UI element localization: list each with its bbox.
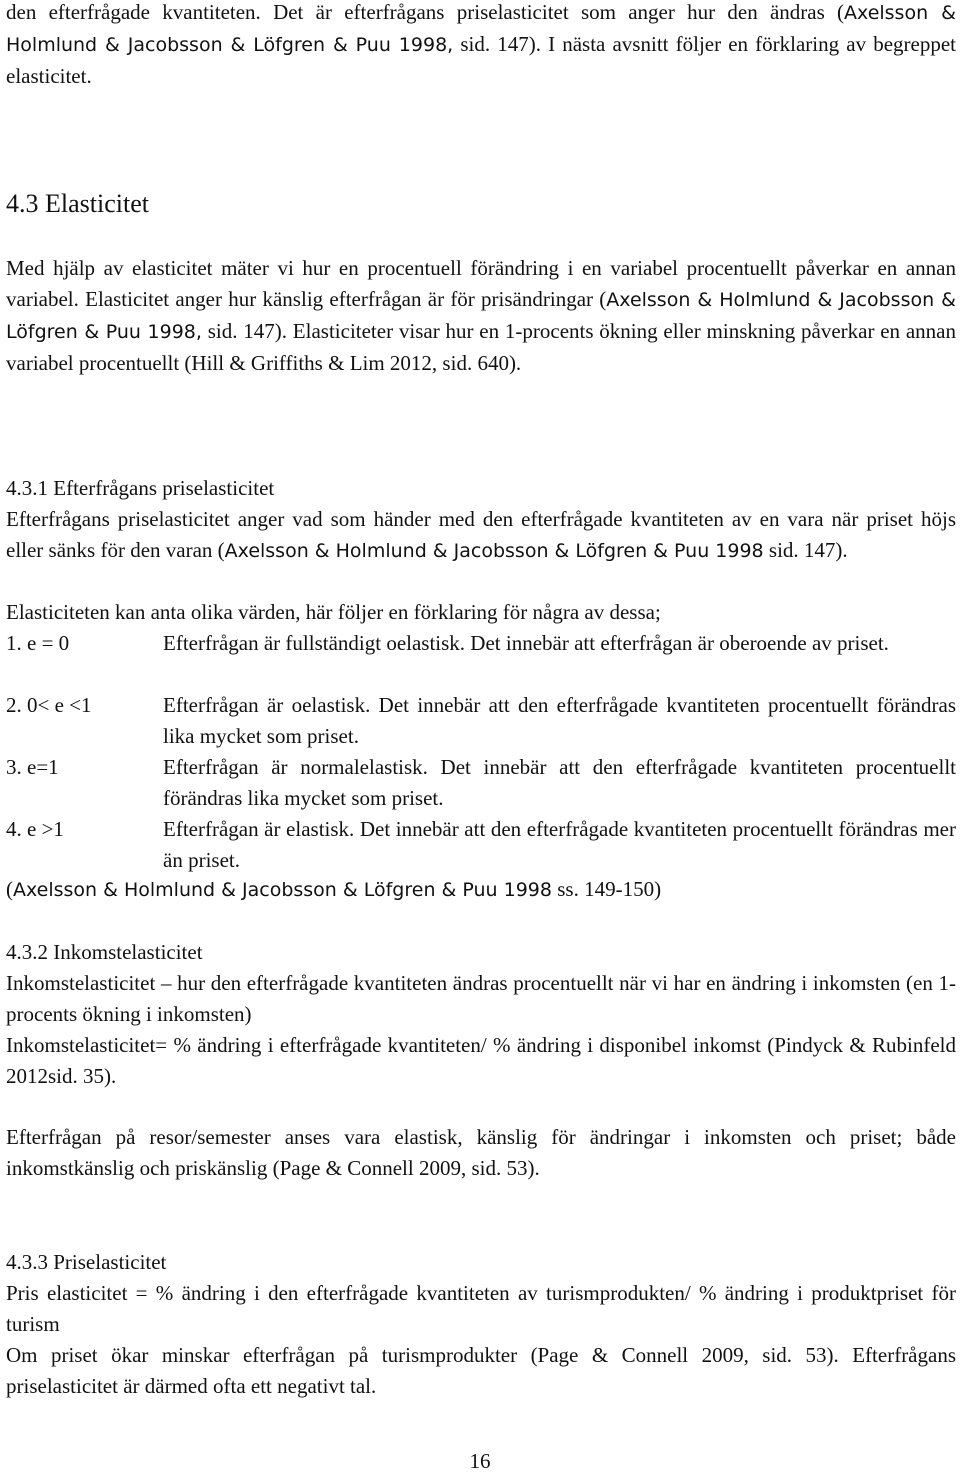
income-elasticity-formula: Inkomstelasticitet= % ändring i efterfrågade kvantiteten/ % ändring i disponibel inkomst (Pindyck & Rubinfeld 2012sid. 35). — [6, 1033, 956, 1088]
price-increase-paragraph: Om priset ökar minskar efterfrågan på turismprodukter (Page & Connell 2009, sid. 53). Efterfrågans priselasticitet är därmed ofta ett negativt tal. — [6, 1343, 956, 1398]
price-elasticity-paragraph: Efterfrågans priselasticitet anger vad som händer med den efterfrågade kvantiteten av en vara när priset höjs eller sänks för den varan (Axelsson & Holmlund & Jacobsson & Löfgren & Puu 1998 sid. 147). — [6, 507, 956, 562]
list-item-text: Efterfrågan är oelastisk. Det innebär att den efterfrågade kvantiteten procentuellt förändras lika mycket som priset. — [163, 693, 956, 748]
citation: Axelsson & Holmlund & Jacobsson & Löfgren & Puu 1998, — [6, 2, 956, 56]
section-heading-4-3-2: 4.3.2 Inkomstelasticitet — [6, 940, 203, 964]
list-source: (Axelsson & Holmlund & Jacobsson & Löfgren & Puu 1998 ss. 149-150) — [6, 877, 662, 901]
citation: Axelsson & Holmlund & Jacobsson & Löfgren & Puu 1998 — [224, 540, 764, 562]
list-item-label: 3. e=1 — [6, 755, 59, 779]
section-heading-4-3: 4.3 Elasticitet — [6, 189, 149, 218]
price-elasticity-formula: Pris elasticitet = % ändring i den efterfrågade kvantiteten av turismprodukten/ % ändring i produktpriset för turism — [6, 1281, 956, 1336]
citation: Axelsson & Holmlund & Jacobsson & Löfgren & Puu 1998, — [6, 289, 957, 343]
list-item-label: 1. e = 0 — [6, 631, 70, 655]
list-item-text: Efterfrågan är normalelastisk. Det innebär att den efterfrågade kvantiteten procentuellt förändras lika mycket som priset. — [163, 755, 956, 810]
list-item-label: 4. e >1 — [6, 817, 64, 841]
travel-demand-paragraph: Efterfrågan på resor/semester anses vara elastisk, känslig för ändringar i inkomsten och priset; både inkomstkänslig och priskänslig (Page & Connell 2009, sid. 53). — [6, 1125, 956, 1180]
list-item-text: Efterfrågan är elastisk. Det innebär att den efterfrågade kvantiteten procentuellt förändras mer än priset. — [163, 817, 956, 872]
elasticity-values-intro: Elasticiteten kan anta olika värden, här följer en förklaring för några av dessa; — [6, 600, 661, 624]
intro-paragraph: den efterfrågade kvantiteten. Det är efterfrågans priselasticitet som anger hur den ändras (Axelsson & Holmlund & Jacobsson & Löfgren & Puu 1998, sid. 147). I nästa avsnitt följer en förklaring av begreppet elasticitet. — [6, 0, 957, 88]
list-item-text: Efterfrågan är fullständigt oelastisk. Det innebär att efterfrågan är oberoende av priset. — [163, 631, 889, 655]
citation: Axelsson & Holmlund & Jacobsson & Löfgren & Puu 1998 — [13, 879, 552, 901]
section-heading-4-3-1: 4.3.1 Efterfrågans priselasticitet — [6, 476, 275, 500]
elasticity-paragraph: Med hjälp av elasticitet mäter vi hur en procentuell förändring i en variabel procentuellt påverkar en annan variabel. Elasticitet anger hur känslig efterfrågan är för prisändringar (Axelsson & Holmlund & Jacobsson & Löfgren & Puu 1998, sid. 147). Elasticiteter visar hur en 1-procents ökning eller minskning påverkar en annan variabel procentuellt (Hill & Griffiths & Lim 2012, sid. 640). — [6, 256, 957, 375]
page-number: 16 — [469, 1449, 491, 1473]
income-elasticity-definition: Inkomstelasticitet – hur den efterfrågade kvantiteten ändras procentuellt när vi har en ändring i inkomsten (en 1-procents ökning i inkomsten) — [6, 971, 956, 1026]
section-heading-4-3-3: 4.3.3 Priselasticitet — [6, 1250, 167, 1274]
list-item-label: 2. 0< e <1 — [6, 693, 92, 717]
